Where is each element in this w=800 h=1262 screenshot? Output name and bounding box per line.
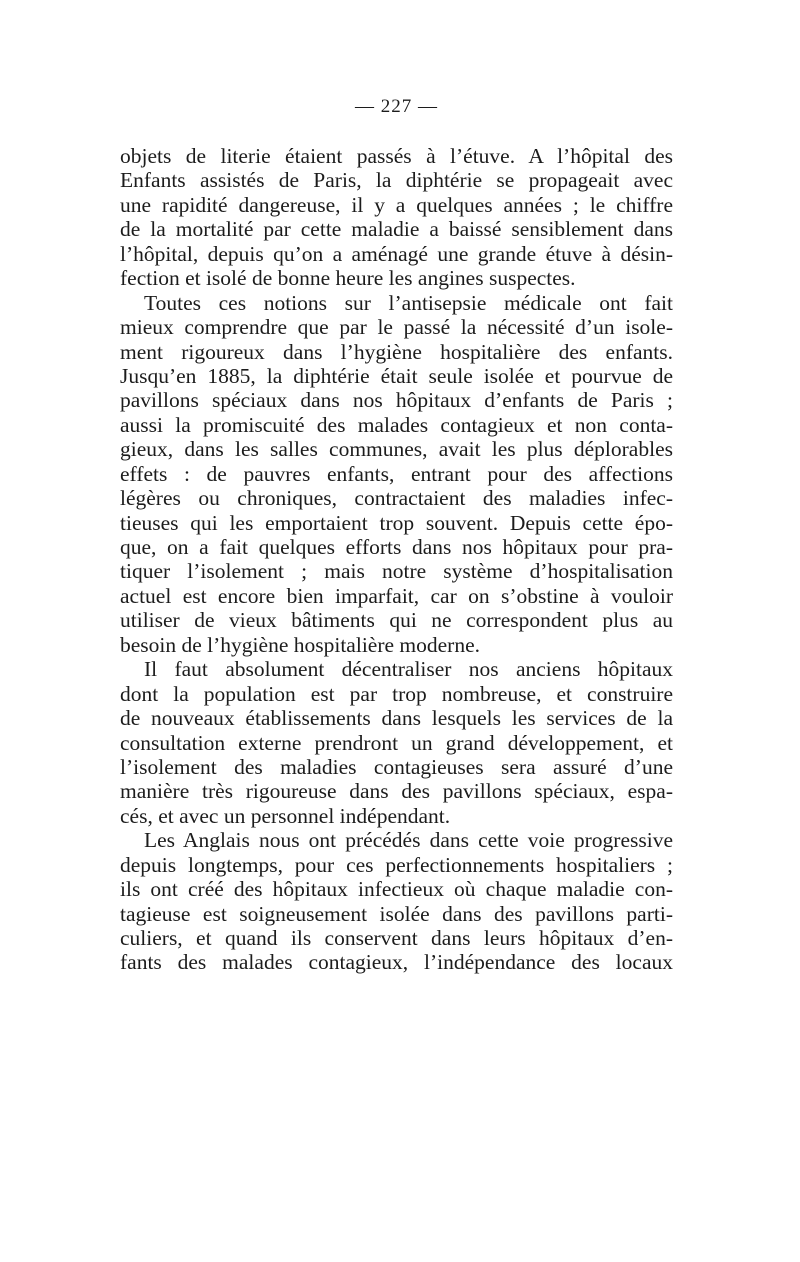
text-line: depuis longtemps, pour ces perfectionnements hospitaliers ; xyxy=(120,852,673,877)
text-line: gieux, dans les salles communes, avait les plus déplorables xyxy=(120,437,673,462)
text-line: objets de literie étaient passés à l’étuve. A l’hôpital des xyxy=(120,144,673,168)
text-line: mieux comprendre que par le passé la nécessité d’un isole- xyxy=(120,315,673,340)
text-line: Les Anglais nous ont précédés dans cette voie progressive xyxy=(144,828,673,853)
text-line: actuel est encore bien imparfait, car on s’obstine à vouloir xyxy=(120,583,673,608)
text-line: Jusqu’en 1885, la diphtérie était seule isolée et pourvue de xyxy=(120,363,673,388)
text-line: ment rigoureux dans l’hygiène hospitalière des enfants. xyxy=(120,339,673,364)
text-line: légères ou chroniques, contractaient des maladies infec- xyxy=(120,486,673,511)
text-line: Il faut absolument décentraliser nos anciens hôpitaux xyxy=(144,657,673,682)
text-line: besoin de l’hygiène hospitalière moderne. xyxy=(120,632,481,657)
text-line: manière très rigoureuse dans des pavillons spéciaux, espa- xyxy=(120,779,673,804)
text-line: Enfants assistés de Paris, la diphtérie se propageait avec xyxy=(120,168,673,193)
text-line: tagieuse est soigneusement isolée dans des pavillons parti- xyxy=(120,901,673,926)
text-line: aussi la promiscuité des malades contagieux et non conta- xyxy=(120,412,673,437)
text-line: utiliser de vieux bâtiments qui ne correspondent plus au xyxy=(120,608,673,633)
text-line: ils ont créé des hôpitaux infectieux où chaque maladie con- xyxy=(120,877,673,902)
text-line: consultation externe prendront un grand développement, et xyxy=(120,730,673,755)
text-line: une rapidité dangereuse, il y a quelques années ; le chiffre xyxy=(120,192,673,217)
text-line: l’hôpital, depuis qu’on a aménagé une grande étuve à désin- xyxy=(120,241,673,266)
text-line: fants des malades contagieux, l’indépendance des locaux xyxy=(120,950,673,975)
text-line: Toutes ces notions sur l’antisepsie médicale ont fait xyxy=(144,290,673,315)
text-line: que, on a fait quelques efforts dans nos hôpitaux pour pra- xyxy=(120,535,673,559)
text-line: culiers, et quand ils conservent dans leurs hôpitaux d’en- xyxy=(120,926,673,950)
text-line: cés, et avec un personnel indépendant. xyxy=(120,803,451,828)
text-line: dont la population est par trop nombreuse, et construire xyxy=(120,681,673,706)
text-line: de nouveaux établissements dans lesquels les services de la xyxy=(120,706,673,731)
text-line: de la mortalité par cette maladie a baissé sensiblement dans xyxy=(120,217,673,242)
text-line: fection et isolé de bonne heure les angines suspectes. xyxy=(120,266,576,291)
text-line: tiquer l’isolement ; mais notre système d’hospitalisation xyxy=(120,559,673,584)
page-number: — 227 — xyxy=(355,96,438,117)
body-text xyxy=(120,144,673,975)
text-line: l’isolement des maladies contagieuses sera assuré d’une xyxy=(120,754,673,779)
text-line: pavillons spéciaux dans nos hôpitaux d’enfants de Paris ; xyxy=(120,388,673,413)
text-line: effets : de pauvres enfants, entrant pour des affections xyxy=(120,461,673,486)
text-line: tieuses qui les emportaient trop souvent. Depuis cette épo- xyxy=(120,510,673,535)
